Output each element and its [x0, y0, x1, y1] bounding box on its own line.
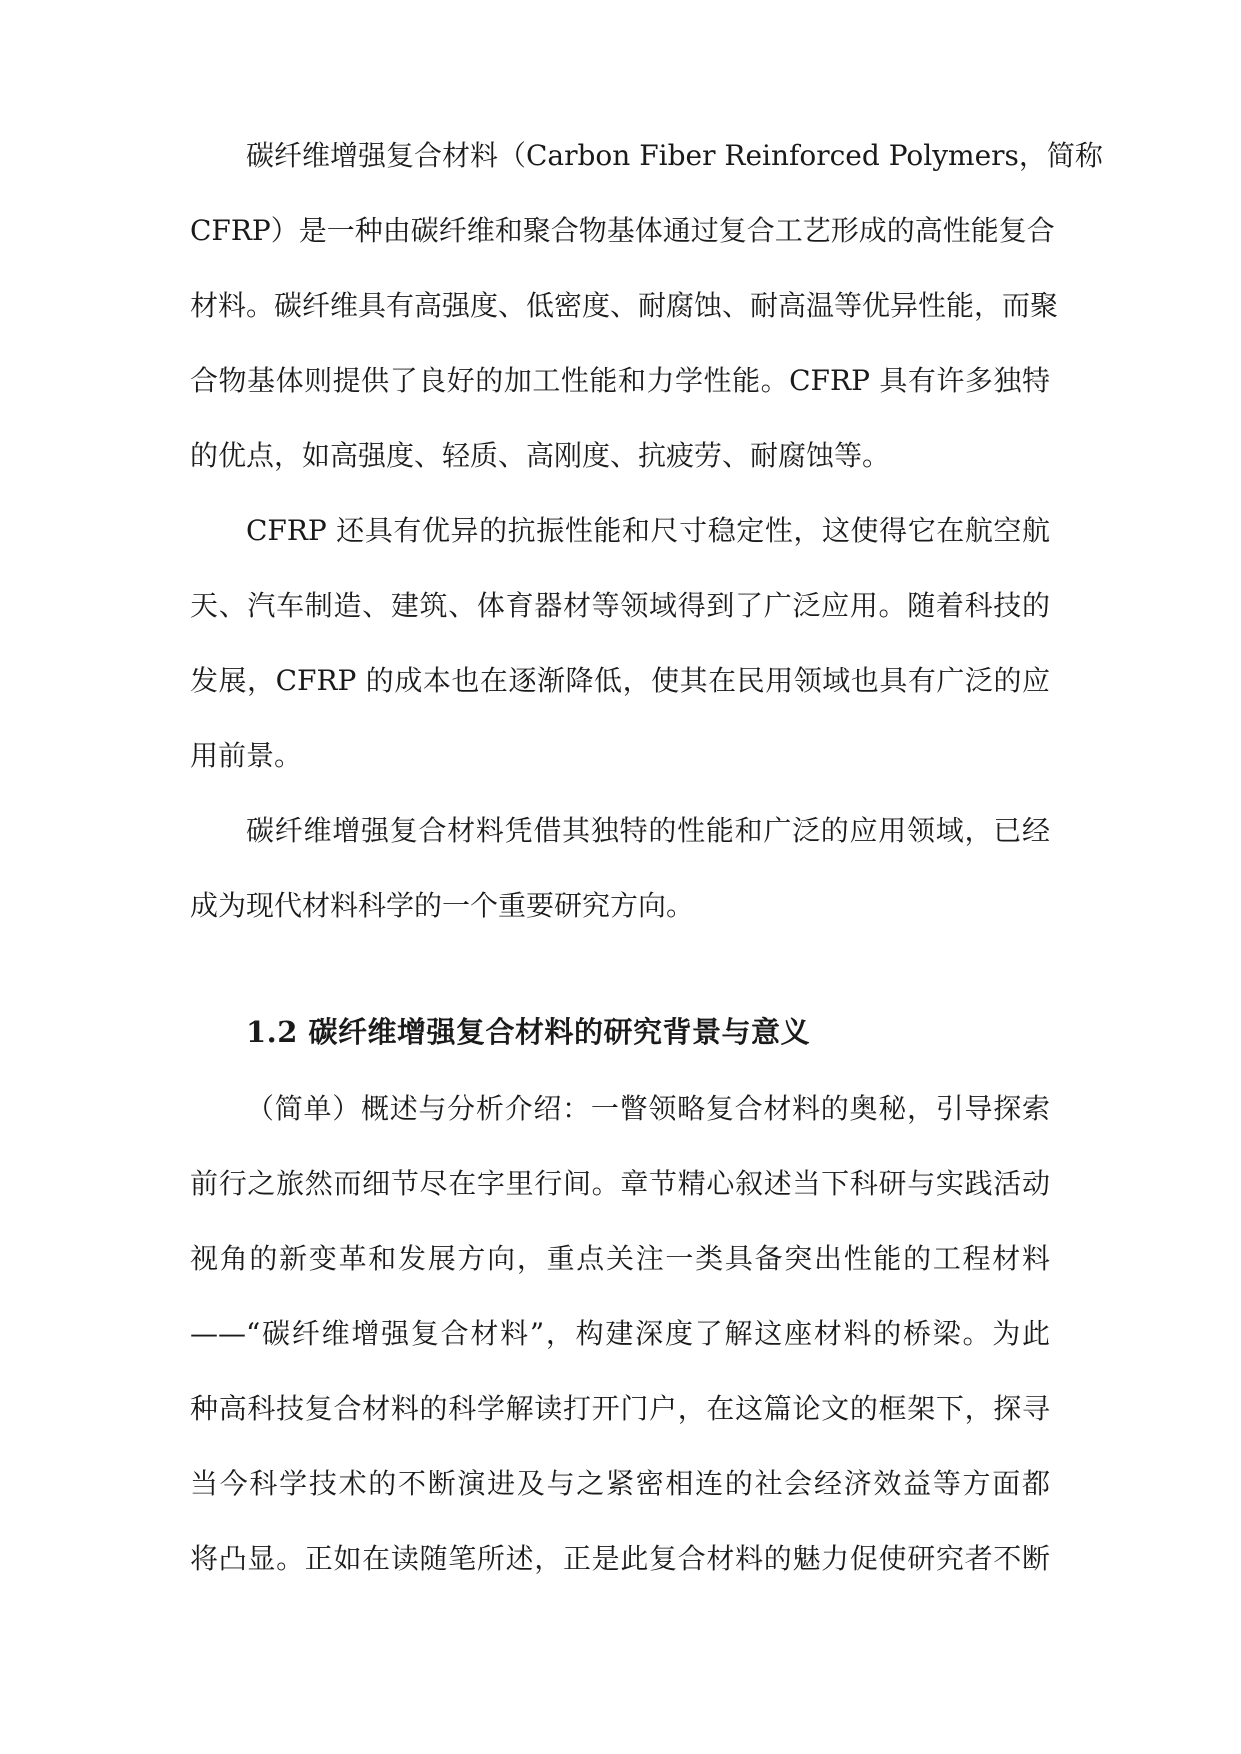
- paragraph-2-line-2: 天、汽车制造、建筑、体育器材等领域得到了广泛应用。随着科技的: [190, 589, 1050, 622]
- paragraph-4-line-4: ——“碳纤维增强复合材料”，构建深度了解这座材料的桥梁。为此: [190, 1317, 1050, 1350]
- paragraph-3-line-1: 碳纤维增强复合材料凭借其独特的性能和广泛的应用领域，已经: [246, 814, 1050, 847]
- paragraph-4-line-2: 前行之旅然而细节尽在字里行间。章节精心叙述当下科研与实践活动: [190, 1167, 1050, 1200]
- paragraph-1-line-4: 合物基体则提供了良好的加工性能和力学性能。CFRP 具有许多独特: [190, 364, 1050, 397]
- section-heading: 1.2 碳纤维增强复合材料的研究背景与意义: [246, 1015, 811, 1049]
- paragraph-1-line-2: CFRP）是一种由碳纤维和聚合物基体通过复合工艺形成的高性能复合: [190, 214, 1055, 247]
- paragraph-3-line-2: 成为现代材料科学的一个重要研究方向。: [190, 889, 695, 922]
- paragraph-1-line-1: 碳纤维增强复合材料（Carbon Fiber Reinforced Polymers，简称: [246, 139, 1103, 172]
- paragraph-1-line-5: 的优点，如高强度、轻质、高刚度、抗疲劳、耐腐蚀等。: [190, 439, 891, 472]
- paragraph-4-line-7: 将凸显。正如在读随笔所述，正是此复合材料的魅力促使研究者不断: [190, 1542, 1050, 1575]
- paragraph-4-line-3: 视角的新变革和发展方向，重点关注一类具备突出性能的工程材料: [190, 1242, 1050, 1275]
- paragraph-4-line-1: （简单）概述与分析介绍：一瞥领略复合材料的奥秘，引导探索: [246, 1092, 1050, 1125]
- paragraph-2-line-3: 发展，CFRP 的成本也在逐渐降低，使其在民用领域也具有广泛的应: [190, 664, 1050, 697]
- paragraph-4-line-6: 当今科学技术的不断演进及与之紧密相连的社会经济效益等方面都: [190, 1467, 1050, 1500]
- paragraph-4-line-5: 种高科技复合材料的科学解读打开门户，在这篇论文的框架下，探寻: [190, 1392, 1050, 1425]
- paragraph-2-line-4: 用前景。: [190, 739, 303, 772]
- paragraph-1-line-3: 材料。碳纤维具有高强度、低密度、耐腐蚀、耐高温等优异性能，而聚: [190, 289, 1059, 322]
- paragraph-2-line-1: CFRP 还具有优异的抗振性能和尺寸稳定性，这使得它在航空航: [246, 514, 1050, 547]
